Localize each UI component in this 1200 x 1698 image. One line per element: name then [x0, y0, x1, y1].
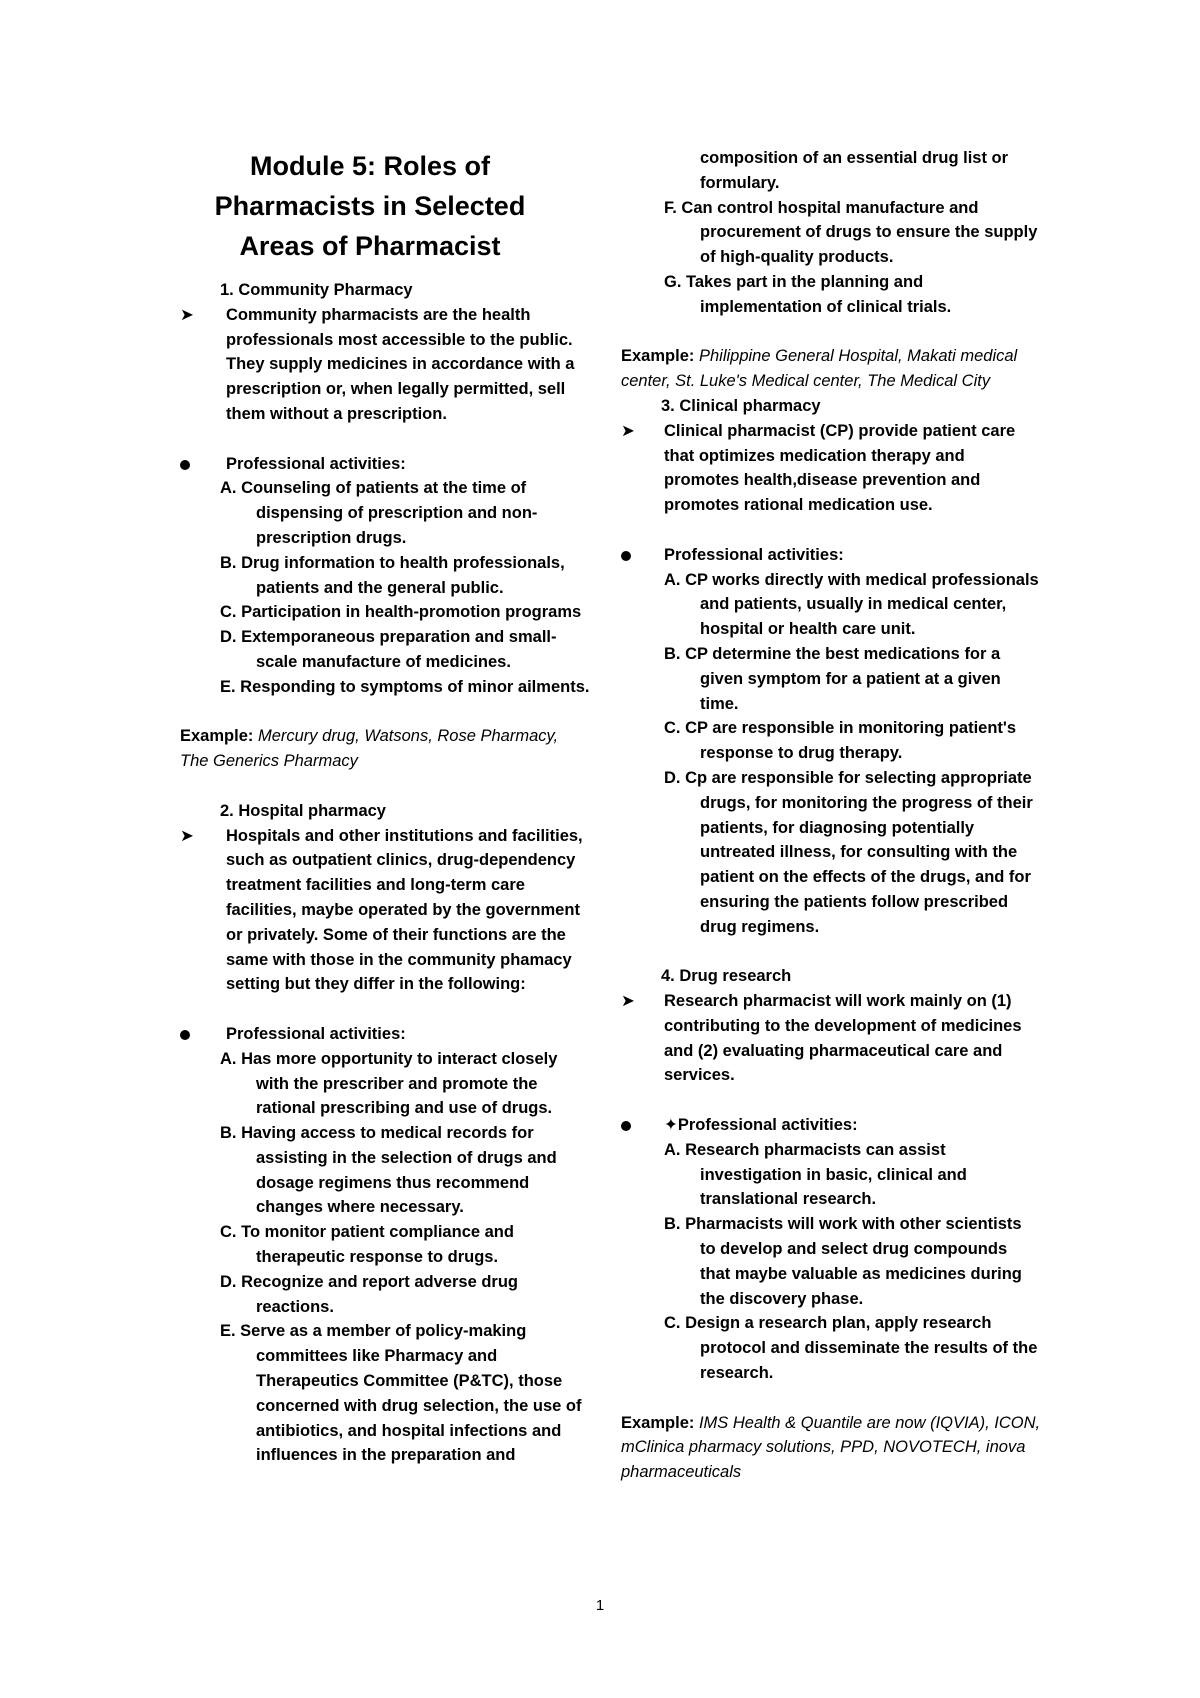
arrow-bullet-icon: ➤: [621, 992, 635, 1011]
arrow-bullet-icon: ➤: [180, 826, 194, 845]
clinical-heading: 3. Clinical pharmacy: [661, 396, 821, 415]
hospital-description: ➤ Hospitals and other institutions and facilities, such as outpatient clinics, drug-dependency treatment facilities and long-term care facilities, maybe operated by the government or privately. Some of their functions are the same with those in the community phamacy setting but they differ in the following:: [180, 824, 590, 998]
bullet-icon: [180, 460, 190, 470]
list-item: A. Research pharmacists can assist investigation in basic, clinical and translational research.: [664, 1140, 967, 1209]
list-item: D. Cp are responsible for selecting appropriate drugs, for monitoring the progress of their patients, for diagnosing potentially untreated illness, for consulting with the patient on the effects of the drugs, and for ensuring the patients follow prescribed drug regimens.: [664, 768, 1033, 936]
list-item: B. Drug information to health professionals, patients and the general public.: [220, 553, 565, 597]
page-title: Module 5: Roles of Pharmacists in Selected Areas of Pharmacist: [214, 151, 526, 261]
list-item: B. CP determine the best medications for a given symptom for a patient at a given time.: [664, 644, 1001, 713]
list-item: A. CP works directly with medical professionals and patients, usually in medical center, hospital or health care unit.: [664, 570, 1039, 639]
right-column: [621, 146, 1041, 1485]
list-item: C. To monitor patient compliance and therapeutic response to drugs.: [220, 1223, 514, 1267]
hospital-item-continuation: composition of an essential drug list or formulary.: [700, 149, 1009, 192]
list-item: D. Recognize and report adverse drug reactions.: [220, 1272, 518, 1316]
hospital-activities-label: Professional activities:: [180, 1022, 590, 1047]
bullet-icon: [180, 1030, 190, 1040]
list-item: F. Can control hospital manufacture and procurement of drugs to ensure the supply of high-quality products.: [664, 198, 1038, 267]
left-column: [180, 146, 590, 1468]
community-activities-label: Professional activities:: [180, 452, 590, 477]
arrow-bullet-icon: ➤: [180, 305, 194, 324]
clinical-description: ➤ Clinical pharmacist (CP) provide patient care that optimizes medication therapy and promotes health,disease prevention and promotes rational medication use.: [621, 419, 1041, 518]
list-item: C. Design a research plan, apply research protocol and disseminate the results of the research.: [664, 1314, 1038, 1383]
list-item: B. Having access to medical records for assisting in the selection of drugs and dosage regimens thus recommend changes where necessary.: [220, 1124, 557, 1217]
list-item: E. Responding to symptoms of minor ailments.: [220, 677, 590, 696]
community-example: Example: Mercury drug, Watsons, Rose Pharmacy, The Generics Pharmacy: [180, 727, 559, 771]
clinical-activities-label: Professional activities:: [621, 543, 1041, 568]
research-activities-label: ✦ Professional activities:: [621, 1113, 1041, 1138]
hospital-heading: 2. Hospital pharmacy: [220, 801, 386, 820]
page-number: 1: [595, 1597, 605, 1614]
hospital-example: Example: Philippine General Hospital, Makati medical center, St. Luke's Medical center, The Medical City: [621, 347, 1018, 391]
list-item: A. Has more opportunity to interact closely with the prescriber and promote the rational prescribing and use of drugs.: [220, 1049, 558, 1118]
list-item: C. Participation in health-promotion programs: [220, 603, 582, 622]
list-item: A. Counseling of patients at the time of dispensing of prescription and non-prescription drugs.: [220, 479, 538, 547]
research-heading: 4. Drug research: [661, 967, 792, 986]
list-item: G. Takes part in the planning and implementation of clinical trials.: [664, 272, 952, 316]
list-item: B. Pharmacists will work with other scientists to develop and select drug compounds that maybe valuable as medicines during the discovery phase.: [664, 1215, 1022, 1308]
research-example: Example: IMS Health & Quantile are now (IQVIA), ICON, mClinica pharmacy solutions, PPD, NOVOTECH, inova pharmaceuticals: [621, 1413, 1041, 1482]
research-description: ➤ Research pharmacist will work mainly on (1) contributing to the development of medicines and (2) evaluating pharmaceutical care and services.: [621, 989, 1041, 1088]
list-item: C. CP are responsible in monitoring patient's response to drug therapy.: [664, 719, 1017, 763]
sparkle-icon: ✦: [664, 1116, 678, 1135]
list-item: E. Serve as a member of policy-making committees like Pharmacy and Therapeutics Committee (P&TC), those concerned with drug selection, the use of antibiotics, and hospital infections and influences in the preparation and: [220, 1322, 582, 1465]
arrow-bullet-icon: ➤: [621, 421, 635, 440]
list-item: D. Extemporaneous preparation and small-scale manufacture of medicines.: [220, 628, 557, 671]
community-heading: 1. Community Pharmacy: [220, 281, 413, 299]
bullet-icon: [621, 551, 631, 561]
community-description: ➤ Community pharmacists are the health professionals most accessible to the public. They supply medicines in accordance with a prescription or, when legally permitted, sell them without a prescription.: [180, 303, 590, 427]
bullet-icon: [621, 1121, 631, 1131]
